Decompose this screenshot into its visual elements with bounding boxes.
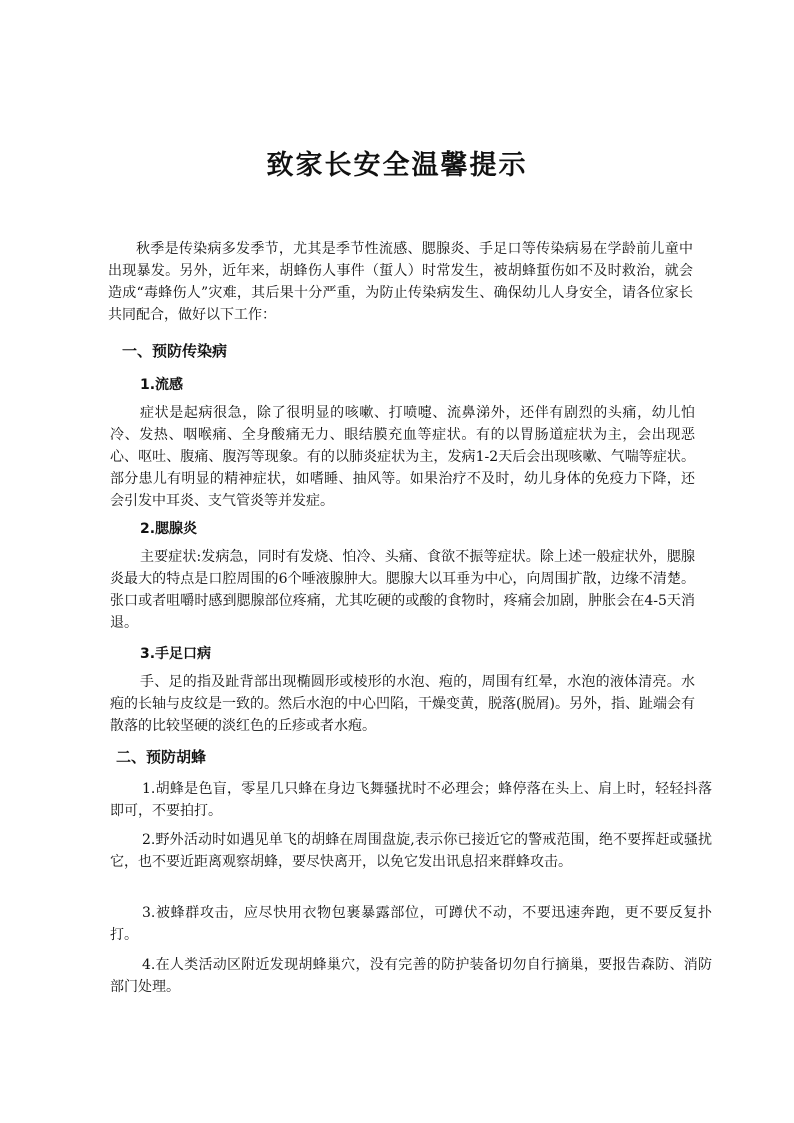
wasp-item-1: 1.胡蜂是色盲，零星几只蜂在身边飞舞骚扰时不必理会；蜂停落在头上、肩上时，轻轻抖落即可，不要拍打。 [110,781,712,819]
wasp-item-2: 2.野外活动时如遇见单飞的胡蜂在周围盘旋,表示你已接近它的警戒范围，绝不要挥赶或骚扰它，也不要近距离观察胡蜂，要尽快离开，以免它发出讯息招来群蜂攻击。 [110,832,712,870]
subheading-flu: 1.流感 [140,377,184,393]
intro-paragraph: 秋季是传染病多发季节，尤其是季节性流感、腮腺炎、手足口等传染病易在学龄前儿童中出现暴发。另外，近年来，胡蜂伤人事件（蜇人）时常发生，被胡蜂蜇伤如不及时救治，就会造成“毒蜂伤人”灾难，其后果十分严重，为防止传染病发生、确保幼儿人身安全，请各位家长共同配合，做好以下工作： [108,241,693,323]
page-title: 致家长安全温馨提示 [266,150,528,181]
subheading-mumps: 2.腮腺炎 [140,521,198,537]
subheading-hfmd: 3.手足口病 [140,646,212,662]
mumps-paragraph: 主要症状:发病急，同时有发烧、怕冷、头痛、食欲不振等症状。除上述一般症状外，腮腺炎最大的特点是口腔周围的6个唾液腺肿大。腮腺大以耳垂为中心，向周围扩散，边缘不清楚。张口或者咀嚼时感到腮腺部位疼痛，尤其吃硬的或酸的食物时，疼痛会加剧，肿胀会在4-5天消退。 [110,549,695,631]
flu-paragraph: 症状是起病很急，除了很明显的咳嗽、打喷嚏、流鼻涕外，还伴有剧烈的头痛，幼儿怕冷、发热、咽喉痛、全身酸痛无力、眼结膜充血等症状。有的以胃肠道症状为主，会出现恶心、呕吐、腹痛、腹泻等现象。有的以肺炎症状为主，发病1-2天后会出现咳嗽、气喘等症状。部分患儿有明显的精神症状，如嗜睡、抽风等。如果治疗不及时，幼儿身体的免疫力下降，还会引发中耳炎、支气管炎等并发症。 [110,405,695,509]
wasp-item-4: 4.在人类活动区附近发现胡蜂巢穴，没有完善的防护装备切勿自行摘巢，要报告森防、消防部门处理。 [110,957,712,995]
hfmd-paragraph: 手、足的指及趾背部出现椭圆形或棱形的水泡、疱的，周围有红晕，水泡的液体清亮。水疱的长轴与皮纹是一致的。然后水泡的中心凹陷，干燥变黄，脱落(脱屑)。另外，指、趾端会有散落的比较坚硬的淡红色的丘疹或者水疱。 [110,674,695,734]
wasp-item-3: 3.被蜂群攻击，应尽快用衣物包裹暴露部位，可蹲伏不动，不要迅速奔跑，更不要反复扑打。 [110,905,712,943]
section-heading-wasp: 二、预防胡蜂 [116,748,207,766]
section-heading-disease: 一、预防传染病 [122,342,228,360]
